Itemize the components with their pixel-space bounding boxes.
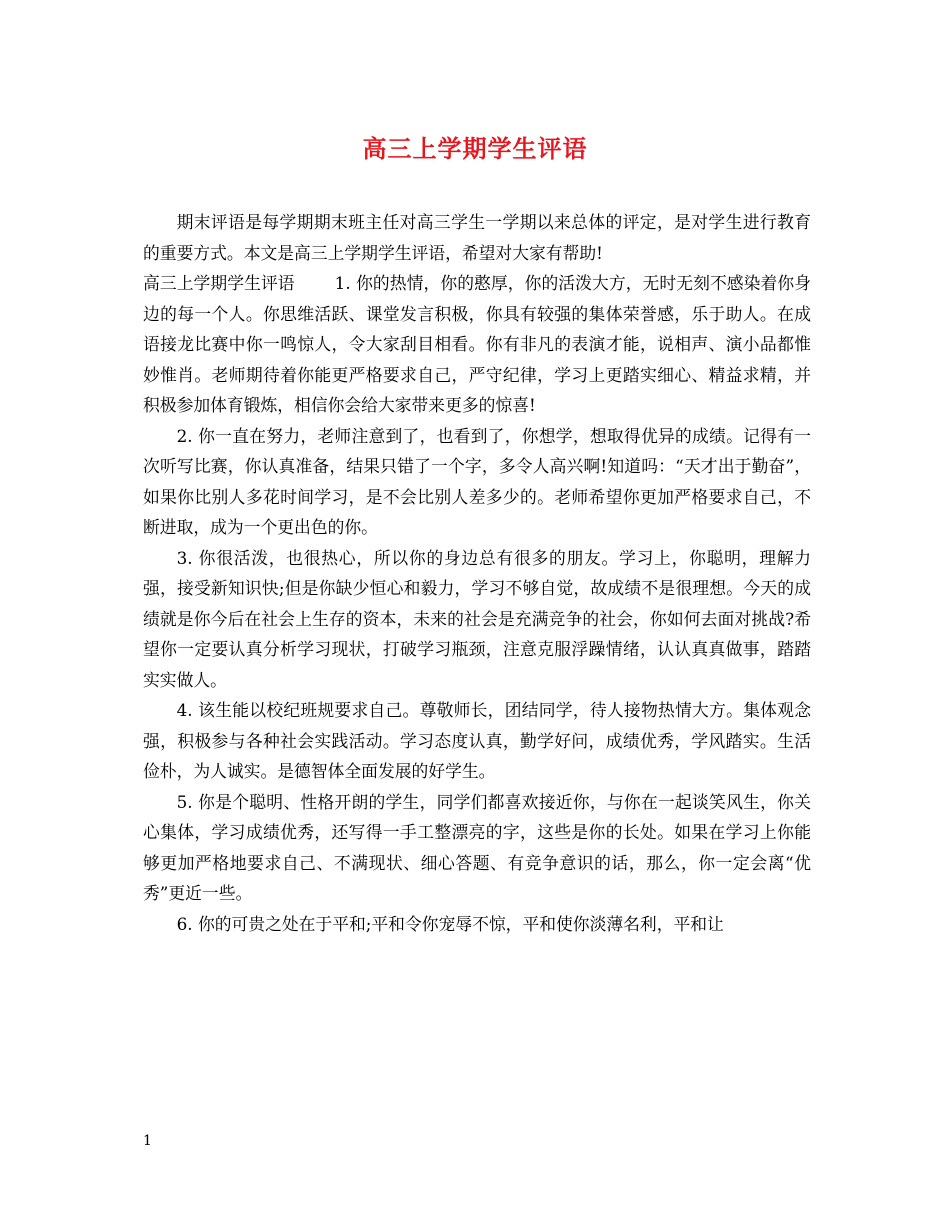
section-heading: 高三上学期学生评语 bbox=[143, 273, 295, 293]
comment-paragraph-4: 4. 该生能以校纪班规要求自己。尊敬师长，团结同学，待人接物热情大方。集体观念强，积极参与各种社会实践活动。学习态度认真，勤学好问，成绩优秀，学风踏实。生活俭朴，为人诚实。是德智体全面发展的好学生。 bbox=[143, 700, 811, 781]
comment-text-1: 1. 你的热情，你的憨厚，你的活泼大方，无时无刻不感染着你身边的每一个人。你思维活跃、课堂发言积极，你具有较强的集体荣誉感，乐于助人。在成语接龙比赛中你一鸣惊人，令大家刮目相看。你有非凡的表演才能，说相声、演小品都惟妙惟肖。老师期待着你能更严格要求自己，严守纪律，学习上更踏实细心、精益求精，并积极参加体育锻炼，相信你会给大家带来更多的惊喜! bbox=[143, 273, 811, 415]
comment-paragraph-6: 6. 你的可贵之处在于平和;平和令你宠辱不惊，平和使你淡薄名利，平和让 bbox=[176, 913, 724, 934]
intro-paragraph: 期末评语是每学期期末班主任对高三学生一学期以来总体的评定，是对学生进行教育的重要方式。本文是高三上学期学生评语，希望对大家有帮助! bbox=[143, 212, 811, 263]
page-number: 1 bbox=[143, 1133, 152, 1149]
document-title: 高三上学期学生评语 bbox=[362, 134, 588, 163]
comment-paragraph-2: 2. 你一直在努力，老师注意到了，也看到了，你想学，想取得优异的成绩。记得有一次听写比赛，你认真准备，结果只错了一个字，多令人高兴啊!知道吗：“天才出于勤奋”，如果你比别人多花时间学习，是不会比别人差多少的。老师希望你更加严格要求自己，不断进取，成为一个更出色的你。 bbox=[143, 425, 811, 537]
document-body bbox=[143, 207, 811, 939]
comment-paragraph-5: 5. 你是个聪明、性格开朗的学生，同学们都喜欢接近你，与你在一起谈笑风生，你关心集体，学习成绩优秀，还写得一手工整漂亮的字，这些是你的长处。如果在学习上你能够更加严格地要求自己、不满现状、细心答题、有竞争意识的话，那么，你一定会离“优秀”更近一些。 bbox=[143, 791, 811, 903]
comment-paragraph-3: 3. 你很活泼，也很热心，所以你的身边总有很多的朋友。学习上，你聪明，理解力强，接受新知识快;但是你缺少恒心和毅力，学习不够自觉，故成绩不是很理想。今天的成绩就是你今后在社会上生存的资本，未来的社会是充满竞争的社会，你如何去面对挑战?希望你一定要认真分析学习现状，打破学习瓶颈，注意克服浮躁情绪，认认真真做事，踏踏实实做人。 bbox=[143, 547, 811, 690]
comment-paragraph-1 bbox=[143, 268, 811, 421]
